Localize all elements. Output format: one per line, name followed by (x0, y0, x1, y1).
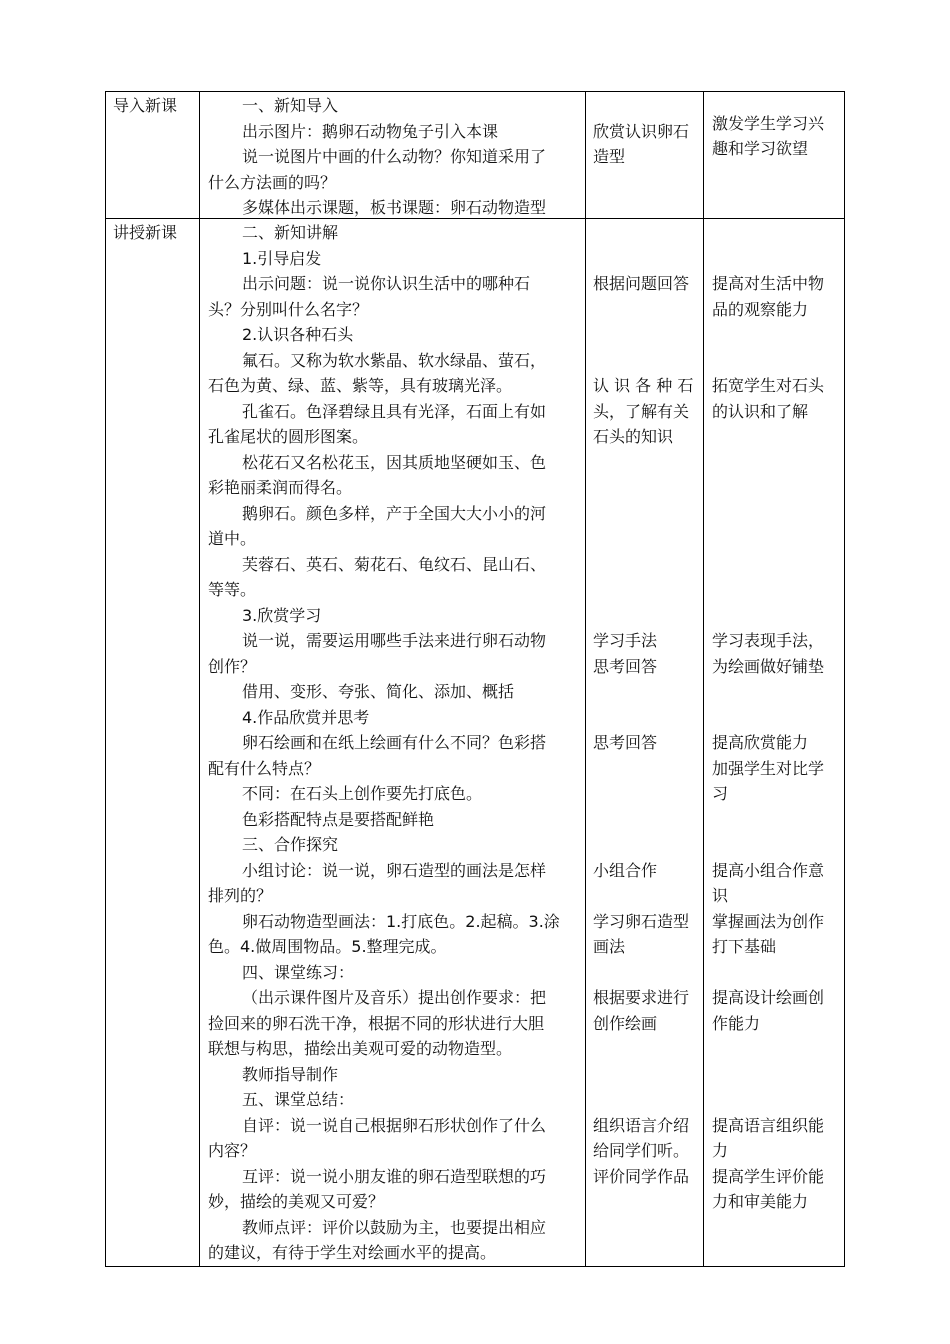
content-line: 自评：说一说自己根据卵石形状创作了什么 (242, 1115, 547, 1135)
student-activity-line: 思考回答 (593, 656, 658, 676)
content-line: 联想与构思，描绘出美观可爱的动物造型。 (208, 1039, 513, 1058)
section-label: 导入新课 (113, 96, 178, 115)
content-line: 3.欣赏学习 (242, 605, 322, 625)
design-intent-line: 习 (712, 784, 729, 803)
design-intent-line: 激发学生学习兴 (712, 113, 825, 133)
design-intent-line: 掌握画法为创作 (712, 911, 825, 931)
student-activity-line: 头，了解有关 (593, 401, 690, 421)
design-intent-line: 加强学生对比学 (712, 758, 825, 778)
content-line: 教师点评：评价以鼓励为主，也要提出相应 (242, 1217, 547, 1237)
content-line: 妙，描绘的美观又可爱？ (208, 1192, 385, 1211)
student-activity-line: 创作绘画 (593, 1013, 658, 1033)
content-line: 什么方法画的吗？ (208, 172, 337, 192)
content-line: 等等。 (208, 580, 257, 599)
student-activity-line: 思考回答 (593, 733, 658, 752)
content-line: 出示问题：说一说你认识生活中的哪种石 (242, 274, 531, 293)
student-activity-line: 根据问题回答 (593, 274, 690, 293)
student-activity-line: 欣赏认识卵石 (593, 121, 690, 141)
content-line: 借用、变形、夸张、简化、添加、概括 (242, 682, 515, 701)
content-line: （出示课件图片及音乐）提出创作要求：把 (242, 988, 547, 1007)
content-line: 创作？ (208, 656, 257, 676)
student-activity-line: 根据要求进行 (593, 988, 690, 1007)
content-line: 四、课堂练习： (242, 962, 355, 982)
content-line: 松花石又名松花玉，因其质地坚硬如玉、色 (242, 452, 547, 472)
design-intent-line: 识 (712, 886, 729, 905)
content-line: 小组讨论：说一说，卵石造型的画法是怎样 (242, 860, 547, 880)
student-activity-line: 小组合作 (593, 860, 658, 880)
content-line: 氟石。又称为软水紫晶、软水绿晶、萤石， (242, 350, 547, 370)
design-intent-line: 力 (712, 1141, 729, 1160)
content-line: 不同：在石头上创作要先打底色。 (242, 784, 483, 803)
content-line: 卵石动物造型画法：1.打底色。2.起稿。3.涂 (242, 911, 560, 931)
content-line: 1.引导启发 (242, 248, 322, 268)
content-line: 芙蓉石、英石、菊花石、龟纹石、昆山石、 (242, 554, 547, 574)
content-line: 头？分别叫什么名字？ (208, 299, 369, 319)
student-activity-line: 认 识 各 种 石 (593, 376, 694, 395)
content-line: 教师指导制作 (242, 1064, 339, 1084)
content-line: 石色为黄、绿、蓝、紫等，具有玻璃光泽。 (208, 376, 513, 395)
content-line: 内容？ (208, 1141, 257, 1160)
content-line: 卵石绘画和在纸上绘画有什么不同？色彩搭 (242, 733, 547, 752)
content-line: 排列的？ (208, 886, 273, 905)
student-activity-line: 评价同学作品 (593, 1166, 690, 1186)
content-line: 孔雀尾状的圆形图案。 (208, 427, 369, 446)
content-line: 一、新知导入 (242, 96, 339, 115)
content-line: 4.作品欣赏并思考 (242, 707, 370, 727)
design-intent-line: 提高对生活中物 (712, 274, 825, 293)
column-divider (703, 91, 704, 1267)
content-line: 互评：说一说小朋友谁的卵石造型联想的巧 (242, 1166, 547, 1186)
design-intent-line: 提高欣赏能力 (712, 733, 809, 752)
content-line: 鹅卵石。颜色多样，产于全国大大小小的河 (242, 503, 547, 523)
student-activity-line: 给同学们听。 (593, 1141, 690, 1160)
student-activity-line: 造型 (593, 147, 626, 166)
content-line: 的建议，有待于学生对绘画水平的提高。 (208, 1243, 497, 1262)
design-intent-line: 提高小组合作意 (712, 860, 825, 880)
student-activity-line: 石头的知识 (593, 427, 674, 446)
design-intent-line: 拓宽学生对石头 (712, 376, 825, 395)
content-line: 说一说图片中画的什么动物？你知道采用了 (242, 147, 547, 166)
content-line: 彩艳丽柔润而得名。 (208, 478, 353, 497)
content-line: 捡回来的卵石洗干净，根据不同的形状进行大胆 (208, 1013, 545, 1033)
design-intent-line: 的认识和了解 (712, 401, 809, 421)
student-activity-line: 组织语言介绍 (593, 1115, 690, 1135)
content-line: 多媒体出示课题，板书课题：卵石动物造型 (242, 198, 547, 217)
design-intent-line: 力和审美能力 (712, 1192, 809, 1211)
design-intent-line: 作能力 (712, 1013, 761, 1033)
student-activity-line: 画法 (593, 937, 626, 956)
design-intent-line: 提高学生评价能 (712, 1166, 825, 1186)
section-label: 讲授新课 (113, 223, 178, 242)
content-line: 配有什么特点？ (208, 758, 321, 778)
content-line: 孔雀石。色泽碧绿且具有光泽，石面上有如 (242, 401, 547, 421)
design-intent-line: 品的观察能力 (712, 299, 809, 319)
design-intent-line: 提高设计绘画创 (712, 988, 825, 1007)
design-intent-line: 打下基础 (712, 937, 777, 956)
content-line: 三、合作探究 (242, 835, 339, 854)
design-intent-line: 学习表现手法， (712, 631, 825, 650)
design-intent-line: 为绘画做好铺垫 (712, 656, 825, 676)
content-line: 色彩搭配特点是要搭配鲜艳 (242, 809, 435, 829)
content-line: 出示图片：鹅卵石动物兔子引入本课 (242, 121, 499, 141)
design-intent-line: 趣和学习欲望 (712, 139, 809, 159)
content-line: 五、课堂总结： (242, 1090, 355, 1109)
content-line: 说一说，需要运用哪些手法来进行卵石动物 (242, 631, 547, 650)
content-line: 2.认识各种石头 (242, 325, 354, 344)
student-activity-line: 学习手法 (593, 631, 658, 650)
content-line: 二、新知讲解 (242, 223, 339, 242)
student-activity-line: 学习卵石造型 (593, 911, 690, 931)
column-divider (199, 91, 200, 1267)
content-line: 色。4.做周围物品。5.整理完成。 (208, 937, 447, 956)
content-line: 道中。 (208, 529, 257, 548)
design-intent-line: 提高语言组织能 (712, 1115, 825, 1135)
